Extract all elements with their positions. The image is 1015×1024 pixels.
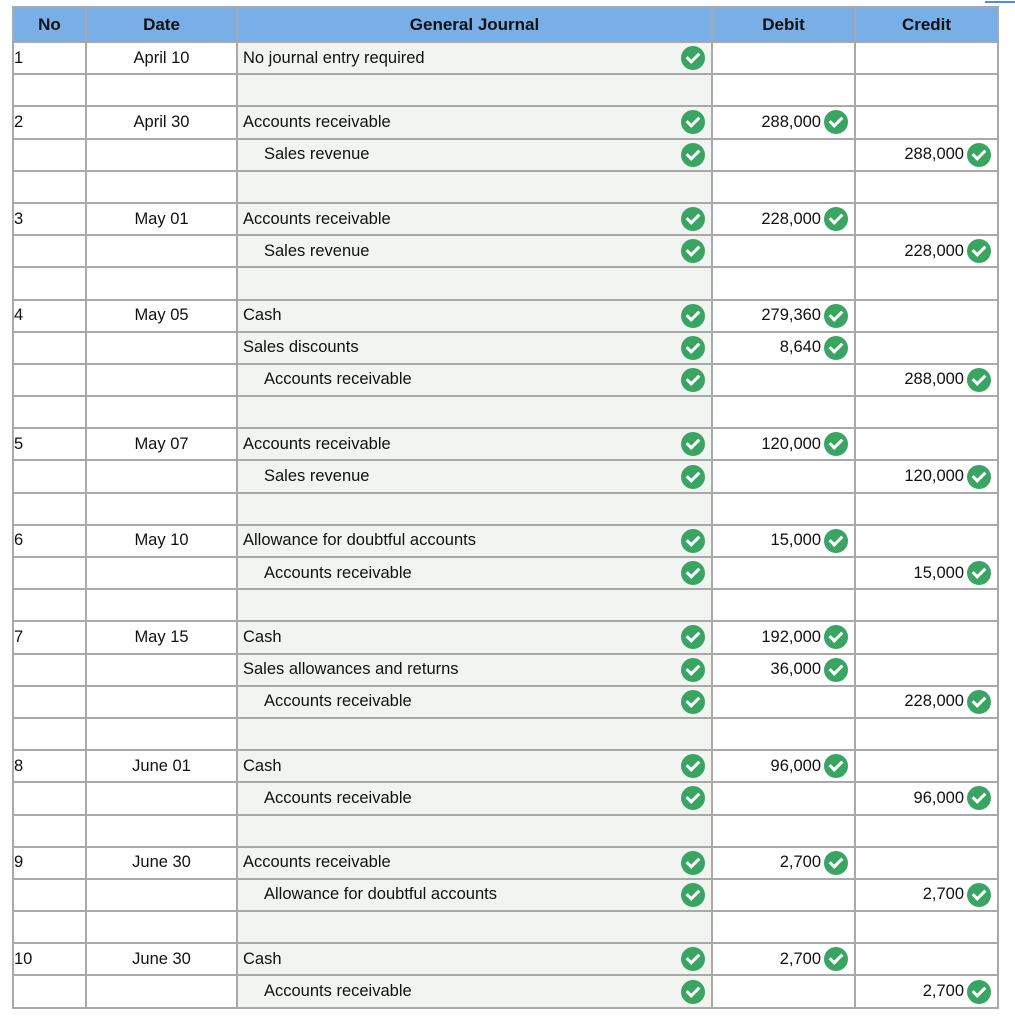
empty-cell [712,911,855,943]
correct-check-icon [967,465,991,489]
debit-amount: 192,000 [761,627,821,646]
debit-cell[interactable] [712,621,855,653]
header-debit: Debit [712,7,855,42]
header-credit: Credit [855,7,998,42]
credit-cell[interactable] [855,428,998,460]
account-cell[interactable] [237,654,712,686]
correct-check-icon [824,947,848,971]
correct-check-icon [681,980,705,1004]
debit-cell[interactable] [712,654,855,686]
empty-cell [855,74,998,106]
entry-date [86,332,237,364]
debit-cell[interactable] [712,975,855,1007]
empty-cell [855,589,998,621]
debit-cell[interactable] [712,300,855,332]
entry-number: 5 [13,428,86,460]
entry-number: 10 [13,943,86,975]
empty-cell [855,267,998,299]
empty-cell [13,267,86,299]
entry-number: 4 [13,300,86,332]
credit-cell[interactable] [855,106,998,138]
entry-date [86,686,237,718]
empty-cell [86,171,237,203]
entry-date: April 30 [86,106,237,138]
correct-check-icon [681,561,705,585]
empty-cell [13,493,86,525]
correct-check-icon [824,754,848,778]
blank-row [13,74,998,106]
credit-amount: 96,000 [913,788,964,807]
table-row [13,750,998,782]
empty-cell [855,493,998,525]
correct-check-icon [824,336,848,360]
empty-cell [237,396,712,428]
entry-number: 1 [13,42,86,74]
account-name: Accounts receivable [243,112,391,131]
debit-cell[interactable] [712,235,855,267]
credit-cell[interactable] [855,750,998,782]
entry-date: May 07 [86,428,237,460]
empty-cell [13,396,86,428]
correct-check-icon [967,786,991,810]
debit-amount: 2,700 [779,949,821,968]
correct-check-icon [824,304,848,328]
debit-amount: 120,000 [761,434,821,453]
entry-number [13,332,86,364]
table-row [13,364,998,396]
correct-check-icon [967,980,991,1004]
debit-cell[interactable] [712,203,855,235]
correct-check-icon [824,658,848,682]
empty-cell [86,267,237,299]
empty-cell [855,911,998,943]
table-row [13,879,998,911]
debit-amount: 8,640 [779,338,821,357]
account-name: Allowance for doubtful accounts [264,885,497,904]
debit-cell[interactable] [712,428,855,460]
debit-amount: 96,000 [770,756,821,775]
credit-cell[interactable] [855,525,998,557]
table-row [13,460,998,492]
debit-amount: 36,000 [770,660,821,679]
empty-cell [86,718,237,750]
entry-date: May 01 [86,203,237,235]
empty-cell [13,911,86,943]
table-row [13,300,998,332]
empty-cell [855,815,998,847]
blank-row [13,589,998,621]
account-name: Cash [243,949,282,968]
correct-check-icon [681,529,705,553]
empty-cell [855,396,998,428]
account-name: Sales revenue [264,145,370,164]
correct-check-icon [681,883,705,907]
blank-row [13,718,998,750]
credit-amount: 2,700 [922,982,964,1001]
credit-amount: 228,000 [904,241,964,260]
credit-cell[interactable] [855,300,998,332]
correct-check-icon [967,368,991,392]
credit-amount: 15,000 [913,563,964,582]
table-row [13,847,998,879]
account-cell[interactable] [237,106,712,138]
account-name: Cash [243,756,282,775]
credit-cell[interactable] [855,654,998,686]
entry-number: 6 [13,525,86,557]
entry-number [13,557,86,589]
debit-cell[interactable] [712,943,855,975]
table-row [13,203,998,235]
entry-date [86,879,237,911]
account-cell[interactable] [237,203,712,235]
empty-cell [13,815,86,847]
header-general-journal: General Journal [237,7,712,42]
account-cell[interactable] [237,557,712,589]
entry-date [86,654,237,686]
empty-cell [13,171,86,203]
entry-date: May 15 [86,621,237,653]
header-date: Date [86,7,237,42]
entry-date [86,364,237,396]
entry-number [13,782,86,814]
entry-date: June 01 [86,750,237,782]
correct-check-icon [824,110,848,134]
blank-row [13,171,998,203]
credit-cell[interactable] [855,847,998,879]
credit-cell[interactable] [855,621,998,653]
debit-amount: 15,000 [770,531,821,550]
credit-cell[interactable] [855,139,998,171]
correct-check-icon [681,110,705,134]
credit-cell[interactable] [855,235,998,267]
debit-cell[interactable] [712,460,855,492]
account-name: Sales revenue [264,467,370,486]
account-name: Accounts receivable [243,434,391,453]
debit-cell[interactable] [712,42,855,74]
debit-amount: 2,700 [779,853,821,872]
correct-check-icon [824,851,848,875]
correct-check-icon [681,690,705,714]
entry-number [13,879,86,911]
correct-check-icon [681,304,705,328]
table-row [13,557,998,589]
account-cell[interactable] [237,428,712,460]
debit-cell[interactable] [712,879,855,911]
general-journal-table [12,6,999,1009]
correct-check-icon [681,368,705,392]
empty-cell [237,267,712,299]
empty-cell [712,815,855,847]
empty-cell [86,396,237,428]
account-name: Allowance for doubtful accounts [243,531,476,550]
correct-check-icon [967,561,991,585]
account-cell[interactable] [237,42,712,74]
table-row [13,943,998,975]
account-name: Accounts receivable [264,982,412,1001]
debit-cell[interactable] [712,106,855,138]
debit-cell[interactable] [712,364,855,396]
account-cell[interactable] [237,235,712,267]
account-cell[interactable] [237,139,712,171]
empty-cell [712,589,855,621]
empty-cell [237,171,712,203]
empty-cell [855,718,998,750]
table-row [13,106,998,138]
account-cell[interactable] [237,364,712,396]
account-cell[interactable] [237,686,712,718]
correct-check-icon [681,754,705,778]
debit-cell[interactable] [712,750,855,782]
credit-cell[interactable] [855,332,998,364]
blank-row [13,396,998,428]
correct-check-icon [967,143,991,167]
entry-number [13,975,86,1007]
account-cell[interactable] [237,525,712,557]
entry-date [86,139,237,171]
blank-row [13,911,998,943]
empty-cell [712,74,855,106]
credit-amount: 2,700 [922,885,964,904]
empty-cell [712,493,855,525]
correct-check-icon [681,207,705,231]
entry-date: May 05 [86,300,237,332]
correct-check-icon [681,658,705,682]
credit-amount: 288,000 [904,370,964,389]
debit-cell[interactable] [712,332,855,364]
entry-number [13,235,86,267]
correct-check-icon [824,207,848,231]
empty-cell [237,718,712,750]
credit-cell[interactable] [855,879,998,911]
credit-cell[interactable] [855,975,998,1007]
correct-check-icon [681,947,705,971]
blank-row [13,267,998,299]
debit-amount: 288,000 [761,112,821,131]
correct-check-icon [824,529,848,553]
credit-amount: 288,000 [904,145,964,164]
credit-amount: 120,000 [904,467,964,486]
correct-check-icon [824,625,848,649]
blank-row [13,815,998,847]
credit-cell[interactable] [855,42,998,74]
entry-date [86,460,237,492]
account-name: Accounts receivable [243,209,391,228]
empty-cell [13,589,86,621]
account-name: Cash [243,306,282,325]
account-name: Accounts receivable [264,788,412,807]
account-name: Accounts receivable [264,370,412,389]
header-no: No [13,7,86,42]
entry-number [13,139,86,171]
table-row [13,975,998,1007]
correct-check-icon [681,336,705,360]
focus-indicator [985,1,1015,3]
entry-number [13,654,86,686]
correct-check-icon [681,786,705,810]
debit-amount: 279,360 [761,306,821,325]
empty-cell [712,718,855,750]
entry-date [86,235,237,267]
credit-cell[interactable] [855,686,998,718]
correct-check-icon [967,690,991,714]
table-row [13,686,998,718]
entry-number [13,686,86,718]
debit-cell[interactable] [712,782,855,814]
empty-cell [237,815,712,847]
entry-date: April 10 [86,42,237,74]
account-name: Accounts receivable [264,692,412,711]
empty-cell [712,171,855,203]
debit-cell[interactable] [712,686,855,718]
entry-date [86,975,237,1007]
entry-number [13,460,86,492]
account-cell[interactable] [237,975,712,1007]
entry-number: 8 [13,750,86,782]
empty-cell [712,396,855,428]
correct-check-icon [681,143,705,167]
correct-check-icon [681,851,705,875]
account-cell[interactable] [237,879,712,911]
empty-cell [712,267,855,299]
table-row [13,621,998,653]
credit-amount: 228,000 [904,692,964,711]
credit-cell[interactable] [855,460,998,492]
account-cell[interactable] [237,332,712,364]
correct-check-icon [681,465,705,489]
table-row [13,332,998,364]
table-row [13,654,998,686]
debit-amount: 228,000 [761,209,821,228]
entry-date [86,557,237,589]
account-cell[interactable] [237,943,712,975]
table-row [13,42,998,74]
empty-cell [237,589,712,621]
account-name: Sales allowances and returns [243,660,459,679]
account-cell[interactable] [237,460,712,492]
entry-number [13,364,86,396]
empty-cell [86,589,237,621]
account-name: Accounts receivable [264,563,412,582]
empty-cell [237,74,712,106]
credit-cell[interactable] [855,782,998,814]
table-row [13,235,998,267]
account-cell[interactable] [237,847,712,879]
account-cell[interactable] [237,621,712,653]
entry-date: June 30 [86,943,237,975]
debit-cell[interactable] [712,139,855,171]
table-row [13,428,998,460]
account-name: Cash [243,627,282,646]
account-name: Accounts receivable [243,853,391,872]
credit-cell[interactable] [855,557,998,589]
correct-check-icon [681,46,705,70]
blank-row [13,493,998,525]
empty-cell [86,911,237,943]
empty-cell [86,493,237,525]
debit-cell[interactable] [712,557,855,589]
entry-date: May 10 [86,525,237,557]
empty-cell [13,74,86,106]
entry-date: June 30 [86,847,237,879]
credit-cell[interactable] [855,203,998,235]
table-row [13,782,998,814]
entry-number: 7 [13,621,86,653]
header-row [13,7,998,42]
account-cell[interactable] [237,782,712,814]
table-row [13,525,998,557]
empty-cell [86,74,237,106]
entry-number: 3 [13,203,86,235]
account-name: No journal entry required [243,48,425,67]
entry-number: 9 [13,847,86,879]
account-cell[interactable] [237,300,712,332]
empty-cell [13,718,86,750]
correct-check-icon [967,239,991,263]
account-cell[interactable] [237,750,712,782]
entry-date [86,782,237,814]
account-name: Sales discounts [243,338,359,357]
table-row [13,139,998,171]
empty-cell [237,911,712,943]
debit-cell[interactable] [712,847,855,879]
correct-check-icon [967,883,991,907]
correct-check-icon [681,239,705,263]
debit-cell[interactable] [712,525,855,557]
correct-check-icon [824,432,848,456]
correct-check-icon [681,432,705,456]
credit-cell[interactable] [855,364,998,396]
entry-number: 2 [13,106,86,138]
empty-cell [86,815,237,847]
credit-cell[interactable] [855,943,998,975]
empty-cell [237,493,712,525]
account-name: Sales revenue [264,241,370,260]
empty-cell [855,171,998,203]
correct-check-icon [681,625,705,649]
